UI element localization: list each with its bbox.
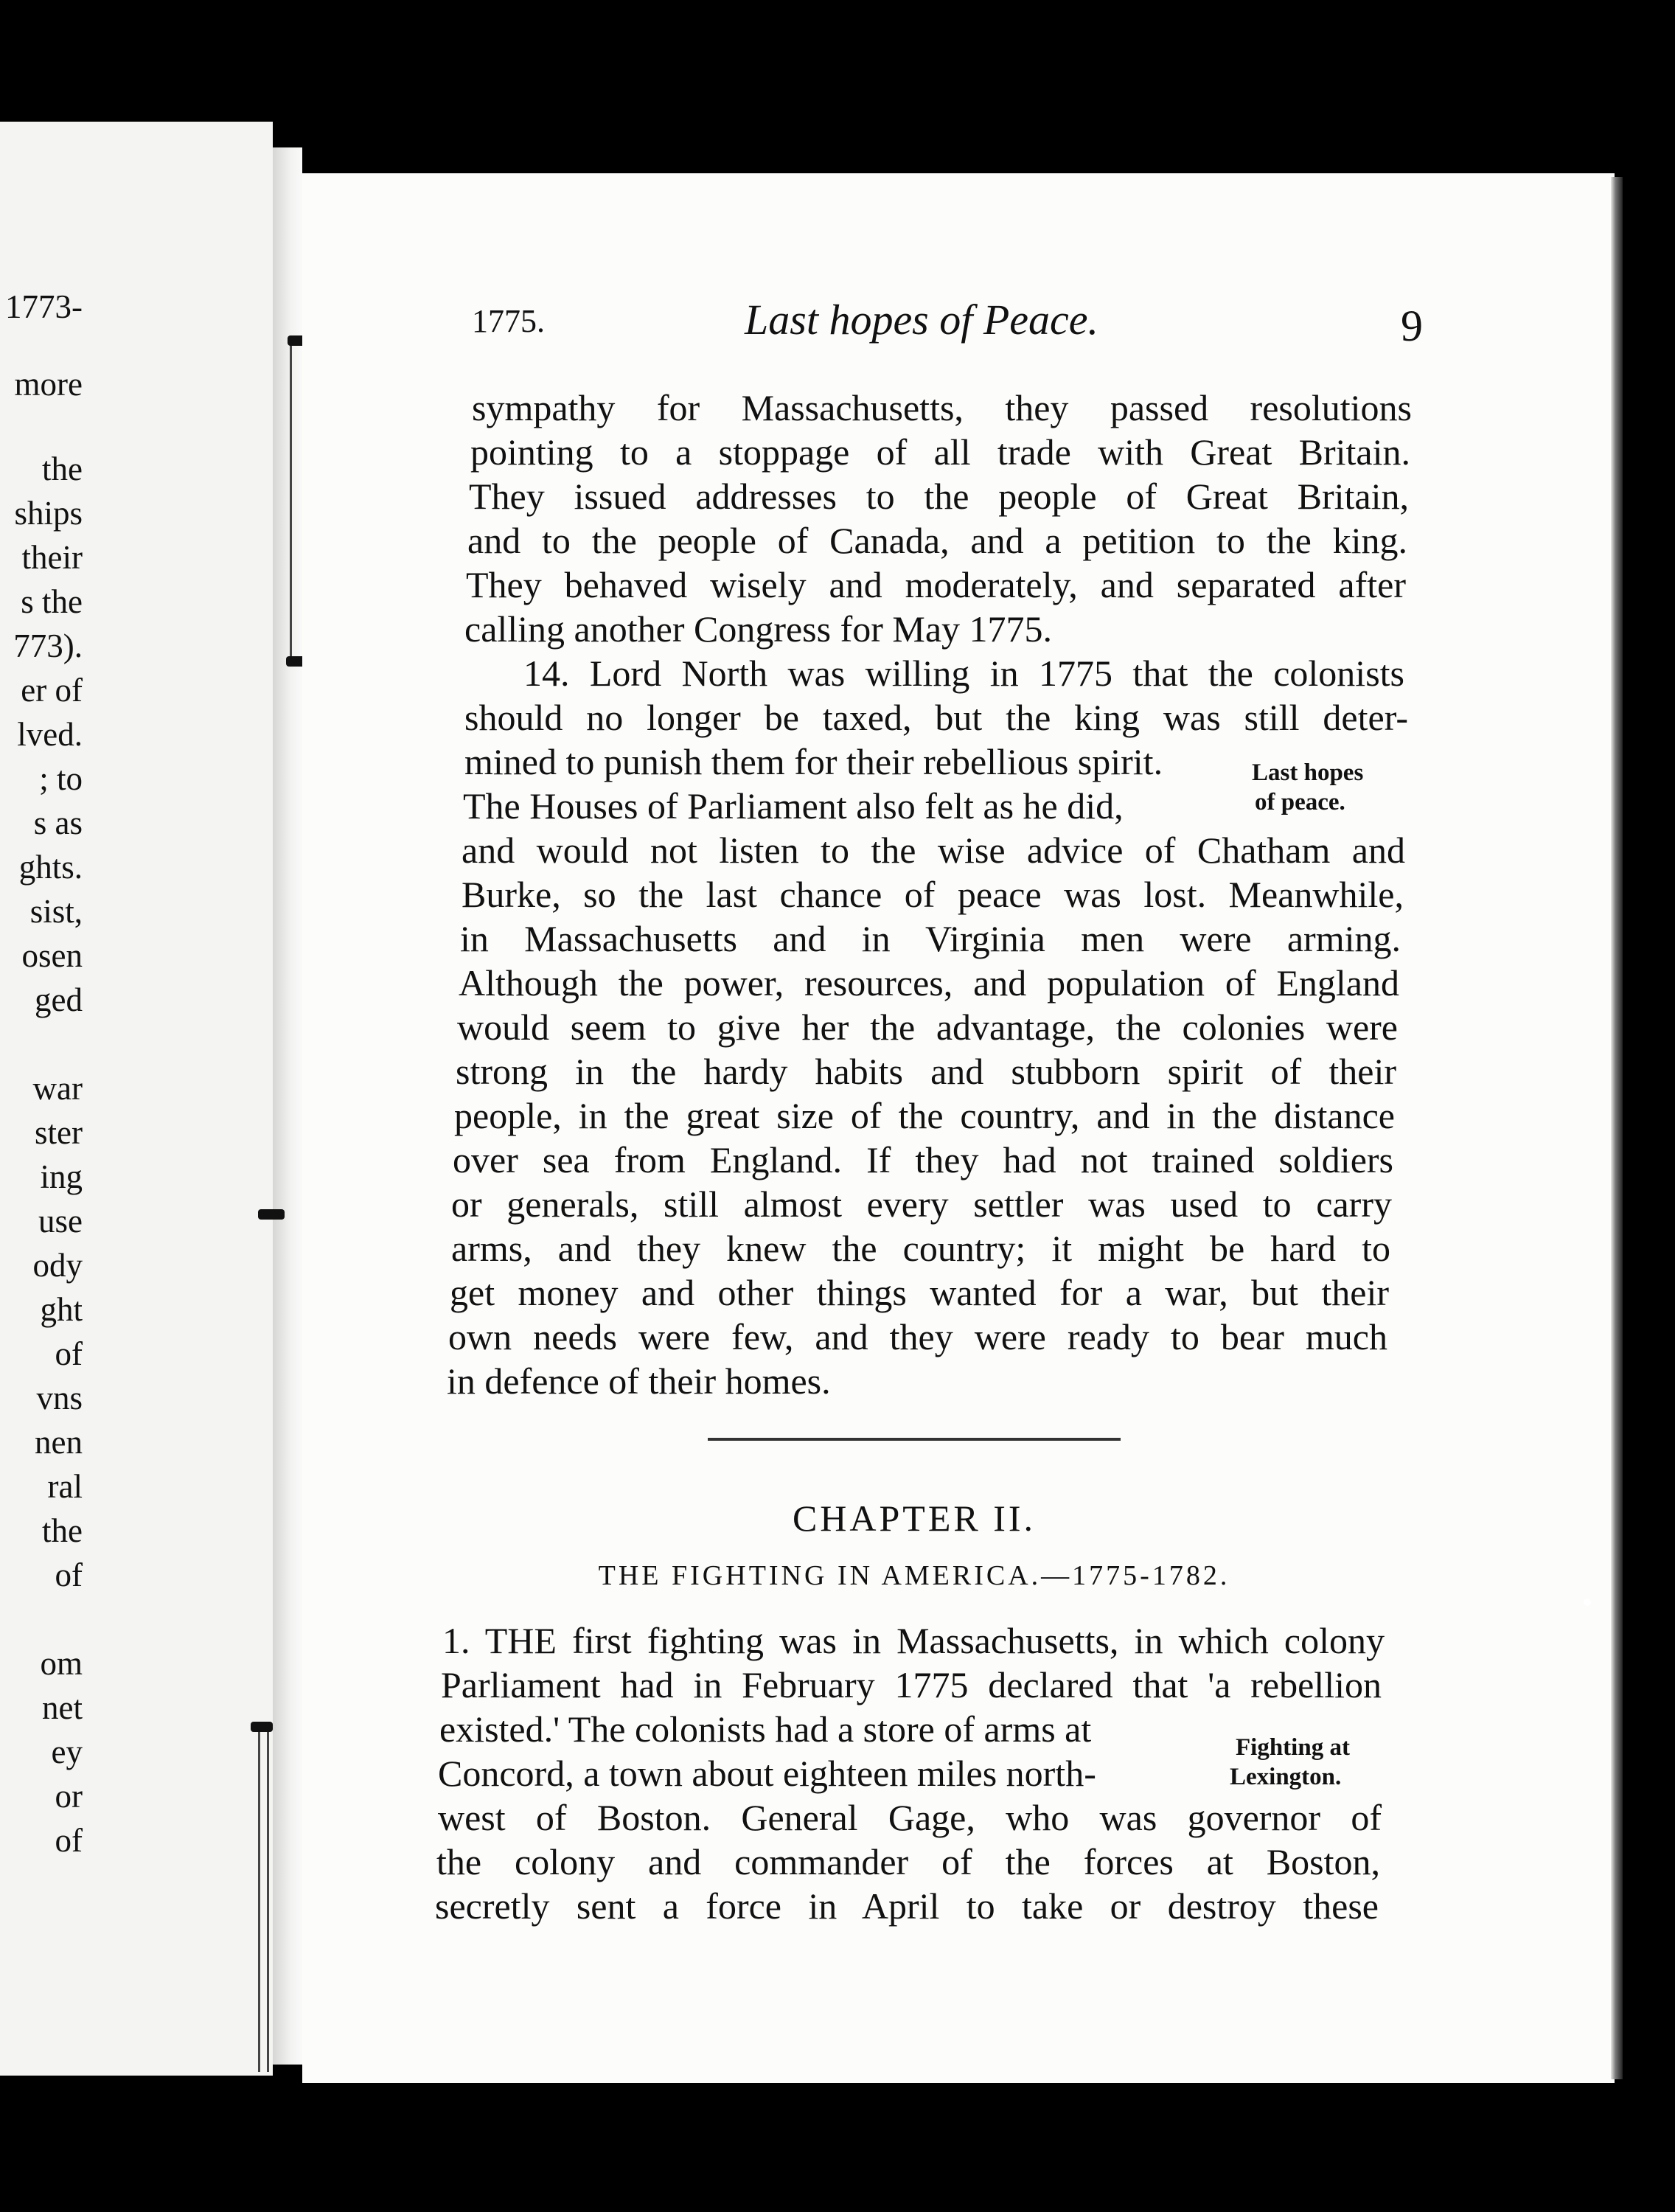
section-rule <box>708 1438 1121 1441</box>
body-line: people, in the great size of the country, and in the distance <box>454 1095 1395 1136</box>
body-line: The Houses of Parliament also felt as he did, <box>463 785 1124 827</box>
binding-knot <box>258 1209 285 1220</box>
chapter-subheading: THE FIGHTING IN AMERICA.—1775-1782. <box>598 1560 1230 1591</box>
binding-thread <box>258 1725 260 2072</box>
body-line: sympathy for Massachusetts, they passed resolutions <box>472 387 1412 428</box>
body-line: mined to punish them for their rebellious spirit. <box>464 741 1163 782</box>
chapter-line: 1. THE first fighting was in Massachusetts, in which colony <box>442 1620 1385 1661</box>
body-line: They behaved wisely and moderately, and separated after <box>466 564 1406 605</box>
body-line: pointing to a stoppage of all trade with Great Britain. <box>470 431 1410 473</box>
header-title: Last hopes of Peace. <box>745 296 1099 344</box>
left-page-line: ey <box>51 1733 83 1770</box>
left-page-line: the <box>42 1512 83 1549</box>
binding-knot <box>251 1722 273 1732</box>
body-line: Although the power, resources, and population of England <box>459 962 1399 1004</box>
margin-note-line: Last hopes <box>1252 759 1364 786</box>
left-page-line: of <box>55 1335 83 1372</box>
body-line: and to the people of Canada, and a petition to the king. <box>467 520 1407 561</box>
left-facing-page <box>0 122 273 2076</box>
chapter-heading: CHAPTER II. <box>792 1498 1037 1539</box>
left-page-line: or <box>55 1778 83 1815</box>
left-page-line: er of <box>21 672 83 709</box>
body-line: and would not listen to the wise advice of Chatham and <box>462 830 1405 871</box>
left-page-line: of <box>55 1822 83 1859</box>
body-line: Burke, so the last chance of peace was lost. Meanwhile, <box>462 874 1404 915</box>
page-number: 9 <box>1401 302 1423 350</box>
left-page-line: vns <box>36 1380 83 1416</box>
chapter-line: the colony and commander of the forces at Boston, <box>436 1841 1380 1882</box>
scan-speck <box>1584 1599 1591 1606</box>
left-page-line: their <box>21 539 83 576</box>
left-page-line: ; to <box>39 760 83 797</box>
body-line: They issued addresses to the people of Great Britain, <box>469 476 1409 517</box>
chapter-line: existed.' The colonists had a store of arms at <box>439 1708 1092 1750</box>
left-page-line: osen <box>21 937 83 974</box>
left-page-line: 773). <box>13 627 83 664</box>
margin-note-line: Lexington. <box>1230 1764 1342 1790</box>
left-page-line: s as <box>33 804 83 841</box>
left-page-line: ghts. <box>18 849 83 886</box>
left-page-line: the <box>42 451 83 487</box>
left-page-line: ster <box>35 1114 83 1151</box>
left-page-line: war <box>32 1070 83 1107</box>
body-line: calling another Congress for May 1775. <box>464 608 1053 650</box>
left-page-line: sist, <box>29 893 83 930</box>
left-page-line: of <box>55 1557 83 1593</box>
header-year: 1775. <box>472 303 545 339</box>
left-page-line: s the <box>21 583 83 620</box>
margin-note-line: Fighting at <box>1236 1734 1350 1761</box>
chapter-line: Concord, a town about eighteen miles north- <box>438 1753 1096 1794</box>
left-page-line: ral <box>47 1468 83 1505</box>
page-edge <box>1611 177 1623 2079</box>
left-page-line: more <box>14 366 83 403</box>
left-page-line: net <box>42 1689 83 1726</box>
left-page-line: ged <box>35 981 83 1018</box>
left-page-line: use <box>38 1203 83 1239</box>
body-line: should no longer be taxed, but the king was still deter- <box>464 697 1408 738</box>
chapter-line: west of Boston. General Gage, who was governor of <box>438 1797 1382 1838</box>
margin-note-line: of peace. <box>1255 789 1345 815</box>
binding-thread <box>290 339 292 664</box>
left-page-line: 1773- <box>5 288 83 325</box>
body-line: get money and other things wanted for a war, but their <box>450 1272 1389 1313</box>
left-page-line: ships <box>14 495 83 532</box>
left-page-line: ing <box>40 1158 83 1195</box>
left-page-line: ght <box>40 1291 83 1328</box>
body-line: would seem to give her the advantage, the colonies were <box>457 1006 1398 1048</box>
book-gutter <box>273 147 302 2065</box>
left-page-line: lved. <box>17 716 83 753</box>
chapter-line: Parliament had in February 1775 declared that 'a rebellion <box>441 1664 1382 1705</box>
body-line: arms, and they knew the country; it might be hard to <box>451 1228 1390 1269</box>
margin-note <box>1230 1733 1350 1792</box>
body-line: own needs were few, and they were ready to bear much <box>448 1316 1387 1357</box>
left-page-line: nen <box>35 1424 83 1461</box>
body-line: strong in the hardy habits and stubborn spirit of their <box>456 1051 1396 1092</box>
chapter-line: secretly sent a force in April to take or destroy these <box>435 1885 1379 1927</box>
margin-note <box>1252 758 1363 817</box>
body-line: 14. Lord North was willing in 1775 that the colonists <box>523 653 1404 694</box>
body-line: over sea from England. If they had not trained soldiers <box>453 1139 1393 1180</box>
body-line: in defence of their homes. <box>447 1360 831 1402</box>
body-line: in Massachusetts and in Virginia men were arming. <box>460 918 1401 959</box>
body-line: or generals, still almost every settler was used to carry <box>451 1183 1392 1225</box>
left-page-line: om <box>40 1645 83 1682</box>
binding-thread <box>267 1725 269 2072</box>
running-header <box>472 295 1423 354</box>
left-page-line: ody <box>32 1247 83 1284</box>
